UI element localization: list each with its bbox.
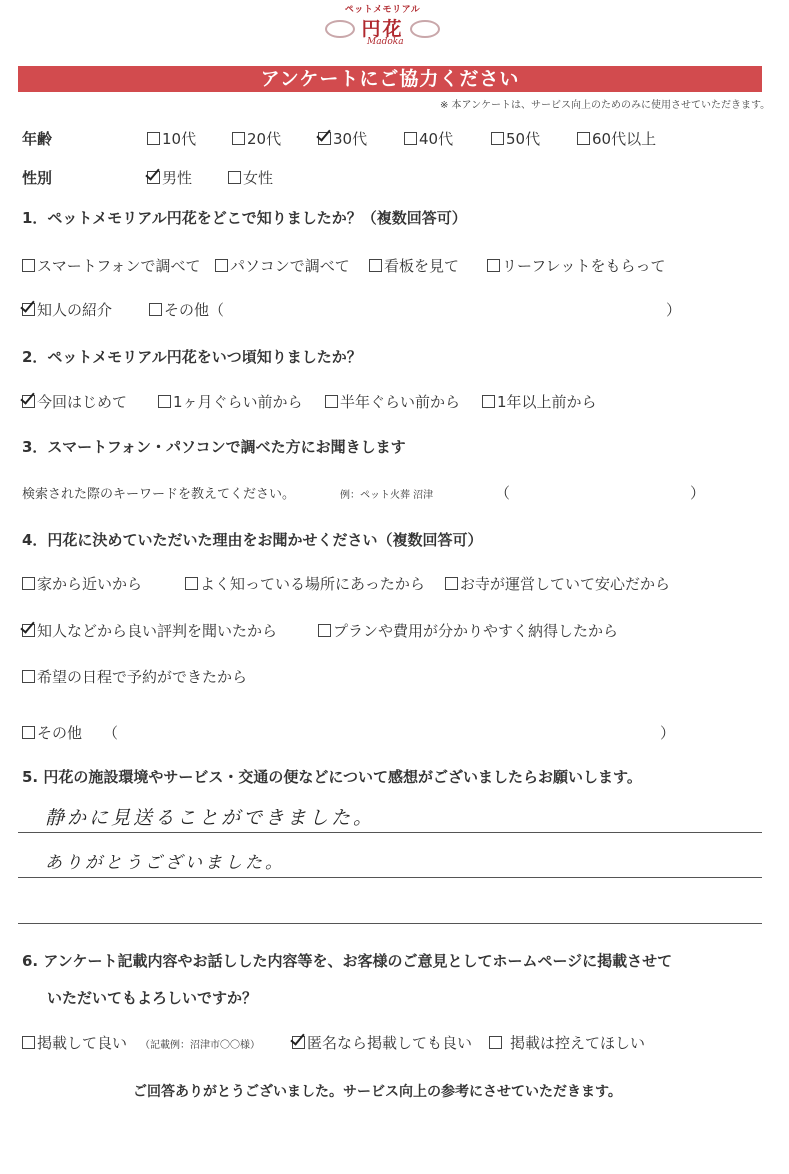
checkbox-icon[interactable] [185,577,198,590]
checkbox-icon[interactable] [22,670,35,683]
q1-option-smartphone[interactable]: スマートフォンで調べて [22,255,201,276]
checkbox-checked-icon[interactable] [22,395,35,408]
checkbox-icon[interactable] [147,132,160,145]
checkbox-icon[interactable] [215,259,228,272]
q2-option-1-month[interactable]: 1ヶ月ぐらい前から [158,391,303,412]
checkbox-icon[interactable] [369,259,382,272]
checkbox-icon[interactable] [577,132,590,145]
checkbox-icon[interactable] [22,577,35,590]
question-2-title: 2．ペットメモリアル円花をいつ頃知りましたか？ [22,348,362,366]
age-option-10s[interactable]: 10代 [147,128,196,149]
checkbox-icon[interactable] [228,171,241,184]
answer-rule-3 [18,923,762,924]
checkbox-icon[interactable] [318,624,331,637]
q3-keyword-prompt: 検索された際のキーワードを教えてください。 [22,487,296,502]
q4-option-good-reviews[interactable]: 知人などから良い評判を聞いたから [22,620,277,641]
logo-top-text: ペットメモリアル [344,5,421,15]
age-option-50s[interactable]: 50代 [491,128,540,149]
checkbox-checked-icon[interactable] [22,624,35,637]
checkbox-icon[interactable] [22,259,35,272]
q4-other-open-paren: （ [103,724,119,742]
answer-rule-2 [18,877,762,878]
question-5-title: 5. 円花の施設環境やサービス・交通の便などについて感想がございましたらお願いします。 [22,768,642,786]
q4-option-temple-run[interactable]: お寺が運営していて安心だから [445,573,670,594]
answer-rule-1 [18,832,762,833]
checkbox-checked-icon[interactable] [292,1036,305,1049]
usage-note: ※ 本アンケートは、サービス向上のためのみに使用させていただきます。 [440,100,771,111]
q2-option-first-time[interactable]: 今回はじめて [22,391,127,412]
q1-option-other[interactable]: その他（ [149,299,224,320]
age-option-30s[interactable]: 30代 [318,128,367,149]
q2-option-half-year[interactable]: 半年ぐらい前から [325,391,460,412]
q6-option-anonymous[interactable]: 匿名なら掲載しても良い [292,1032,472,1053]
question-1-title: 1．ペットメモリアル円花をどこで知りましたか？（複数回答可） [22,209,467,227]
checkbox-icon[interactable] [22,726,35,739]
checkbox-icon[interactable] [325,395,338,408]
checkbox-icon[interactable] [487,259,500,272]
question-3-title: 3．スマートフォン・パソコンで調べた方にお聞きします [22,438,406,456]
gender-option-male[interactable]: 男性 [147,167,192,188]
q3-open-paren: （ [495,484,511,502]
q5-answer-line-2[interactable]: ありがとうございました。 [45,853,285,873]
gender-label: 性別 [22,169,53,187]
q1-option-referral[interactable]: 知人の紹介 [22,299,112,320]
q1-option-leaflet[interactable]: リーフレットをもらって [487,255,666,276]
age-option-40s[interactable]: 40代 [404,128,453,149]
checkbox-icon[interactable] [491,132,504,145]
q1-other-close-paren: ） [666,301,682,319]
age-option-20s[interactable]: 20代 [232,128,281,149]
checkbox-icon[interactable] [489,1036,502,1049]
logo [325,2,440,48]
q4-option-clear-pricing[interactable]: プランや費用が分かりやすく納得したから [318,620,618,641]
q4-option-familiar-place[interactable]: よく知っている場所にあったから [185,573,425,594]
q4-other-close-paren: ） [660,724,676,742]
q1-option-pc[interactable]: パソコンで調べて [215,255,350,276]
q4-option-other[interactable]: その他 [22,722,82,743]
question-4-title: 4．円花に決めていただいた理由をお聞かせください（複数回答可） [22,531,483,549]
q3-close-paren: ） [690,484,706,502]
checkbox-checked-icon[interactable] [147,171,160,184]
question-6-title-line-2: いただいてもよろしいですか？ [47,989,258,1007]
logo-sub-text: Madoka [367,37,404,47]
q5-answer-line-1[interactable]: 静かに見送ることができました。 [45,807,376,829]
q4-option-preferred-schedule[interactable]: 希望の日程で予約ができたから [22,666,247,687]
q6-option-decline[interactable]: 掲載は控えてほしい [489,1032,645,1053]
age-label: 年齢 [22,130,53,148]
gender-option-female[interactable]: 女性 [228,167,273,188]
checkbox-icon[interactable] [482,395,495,408]
q6-option-allow[interactable]: 掲載して良い [22,1032,127,1053]
checkbox-icon[interactable] [445,577,458,590]
logo-main-text: 円花 [361,18,404,40]
q3-example: 例：ペット火葬 沼津 [340,490,434,501]
thanks-message: ご回答ありがとうございました。サービス向上の参考にさせていただきます。 [133,1084,622,1100]
question-6-title-line-1: 6. アンケート記載内容やお話しした内容等を、お客様のご意見としてホームページに掲載させて [22,952,673,970]
q2-option-1-year-plus[interactable]: 1年以上前から [482,391,597,412]
checkbox-icon[interactable] [158,395,171,408]
q6-allow-example: （記載例：沼津市〇〇様） [140,1040,260,1051]
checkbox-checked-icon[interactable] [22,303,35,316]
checkbox-icon[interactable] [22,1036,35,1049]
q3-keyword-input[interactable] [515,482,685,502]
q1-option-signboard[interactable]: 看板を見て [369,255,459,276]
checkbox-icon[interactable] [232,132,245,145]
checkbox-icon[interactable] [149,303,162,316]
checkbox-icon[interactable] [404,132,417,145]
survey-banner: アンケートにご協力ください [18,66,762,92]
q4-option-near-home[interactable]: 家から近いから [22,573,142,594]
checkbox-checked-icon[interactable] [318,132,331,145]
age-option-60s-plus[interactable]: 60代以上 [577,128,656,149]
